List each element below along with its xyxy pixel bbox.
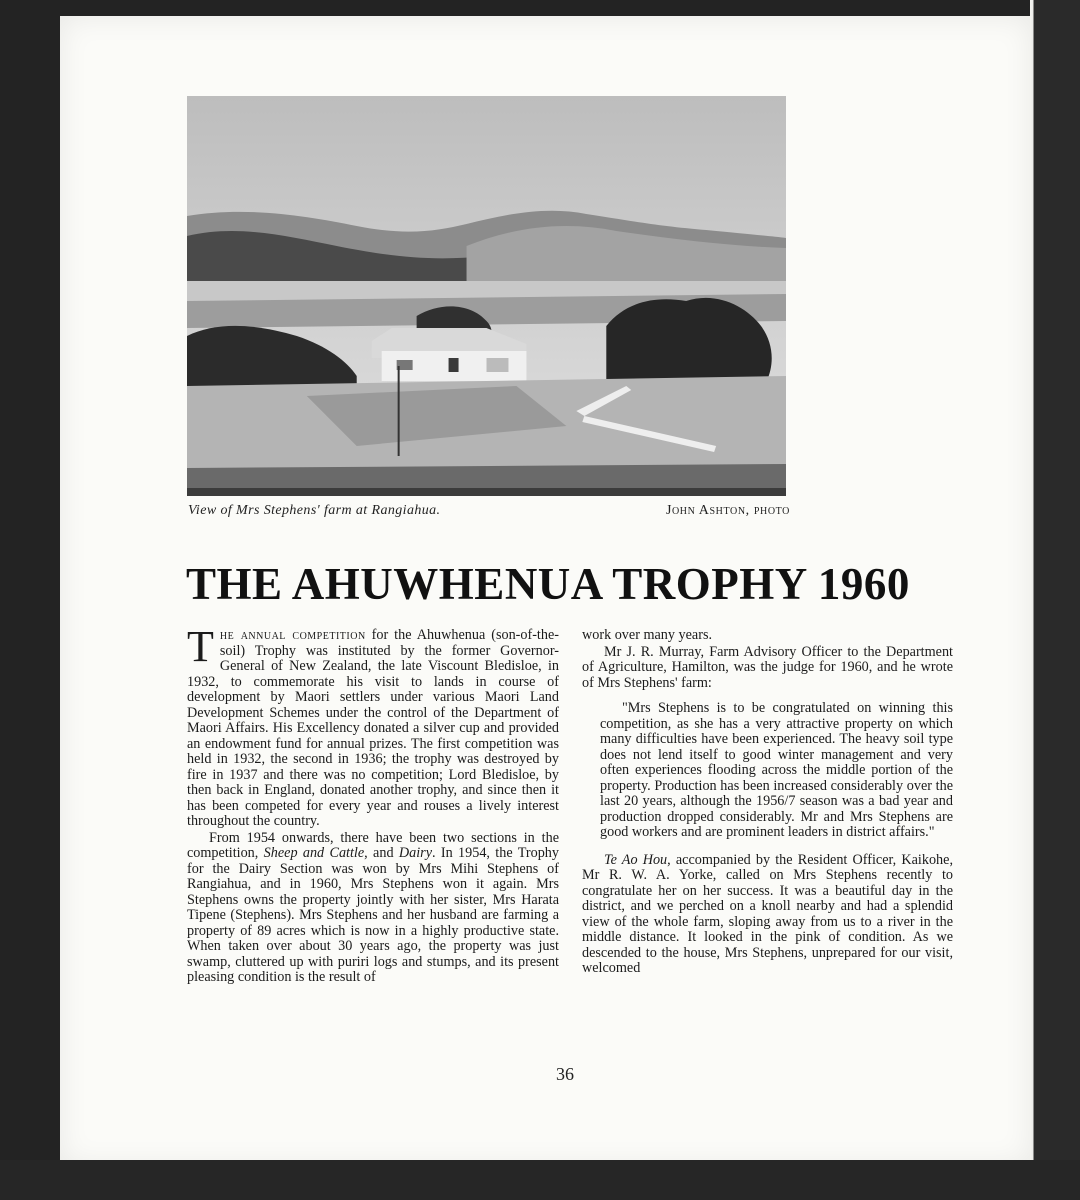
magazine-name: Te Ao Hou bbox=[604, 851, 668, 868]
block-quote: "Mrs Stephens is to be congratulated on winning this competition, as she has a very attractive property on which many difficulties have been experienced. The heavy soil type does not lend itself to good winter management and very often experiences flooding across the middle portion of the property. Production has been increased considerably over the last 20 years, although the 1956/7 season was a bad year and production dropped considerably. Mr and Mrs Stephens are good workers and are prominent leaders in district affairs." bbox=[600, 700, 953, 840]
page-number: 36 bbox=[556, 1064, 574, 1084]
farm-photograph bbox=[187, 96, 786, 496]
article-title: THE AHUWHENUA TROPHY 1960 bbox=[186, 559, 910, 609]
left-column bbox=[187, 622, 559, 986]
page-edge bbox=[1030, 0, 1080, 1200]
scan-bottom-band bbox=[0, 1160, 1080, 1200]
lead-in: he annual competition bbox=[219, 627, 366, 643]
paragraph bbox=[187, 622, 559, 830]
caption-text: View of Mrs Stephens' farm at Rangiahua. bbox=[188, 503, 441, 518]
photo-credit: John Ashton, photo bbox=[665, 503, 790, 518]
paragraph-text: , and bbox=[364, 845, 399, 861]
paragraph-text: . In 1954, the Trophy for the Dairy Section was won by Mrs Mihi Stephens of Rangiahua, and in 1960, Mrs Stephens won it again. Mrs Stephens owns the property jointly with her sister, Mrs Harata Tipene (Stephens). Mrs Stephens and her husband are farming a property of 89 acres which is now in a highly productive state. When taken over about 30 years ago, the property was just swamp, cluttered up with puriri logs and stumps, and its present pleasing condition is the result of bbox=[187, 845, 559, 985]
paragraph-text: , accompanied by the Resident Officer, Kaikohe, Mr R. W. A. Yorke, called on Mrs Stephens recently to congratulate her on her success. It was a beautiful day in the district, and we perched on a knoll nearby and had a splendid view of the whole farm, sloping away from us to a river in the middle distance. It looked in the pink of condition. As we descended to the house, Mrs Stephens, unprepared for our visit, welcomed bbox=[582, 851, 953, 976]
paragraph bbox=[582, 853, 953, 977]
paragraph bbox=[187, 831, 559, 986]
paragraph-text: for the Ahuwhenua (son-of-the-soil) Trophy was instituted by the former Governor-General of New Zealand, the late Viscount Bledisloe, in 1932, to commemorate his visit to lands in course of development by Maori settlers under various Maori Land Development Schemes under the control of the Department of Maori Affairs. His Excellency donated a silver cup and provided an endowment fund for annual prizes. The first competition was held in 1932, the second in 1936; the trophy was destroyed by fire in 1937 and there was no competition; Lord Bledisloe, by then back in England, donated another trophy, and since then it has been competed for every year and rouses a lively interest throughout the country. bbox=[187, 627, 559, 829]
section-name: Dairy bbox=[398, 845, 432, 861]
paragraph: Mr J. R. Murray, Farm Advisory Officer to the Department of Agriculture, Hamilton, was the judge for 1960, and he wrote of Mrs Stephens' farm: bbox=[582, 643, 953, 691]
section-name: Sheep and Cattle bbox=[263, 845, 365, 861]
paragraph-continuation: work over many years. bbox=[582, 627, 713, 643]
right-column bbox=[582, 628, 953, 977]
drop-cap: T bbox=[187, 622, 214, 671]
paragraph-text: From 1954 onwards, there have been two sections in the competition, bbox=[187, 829, 559, 861]
photo-caption bbox=[188, 503, 790, 525]
